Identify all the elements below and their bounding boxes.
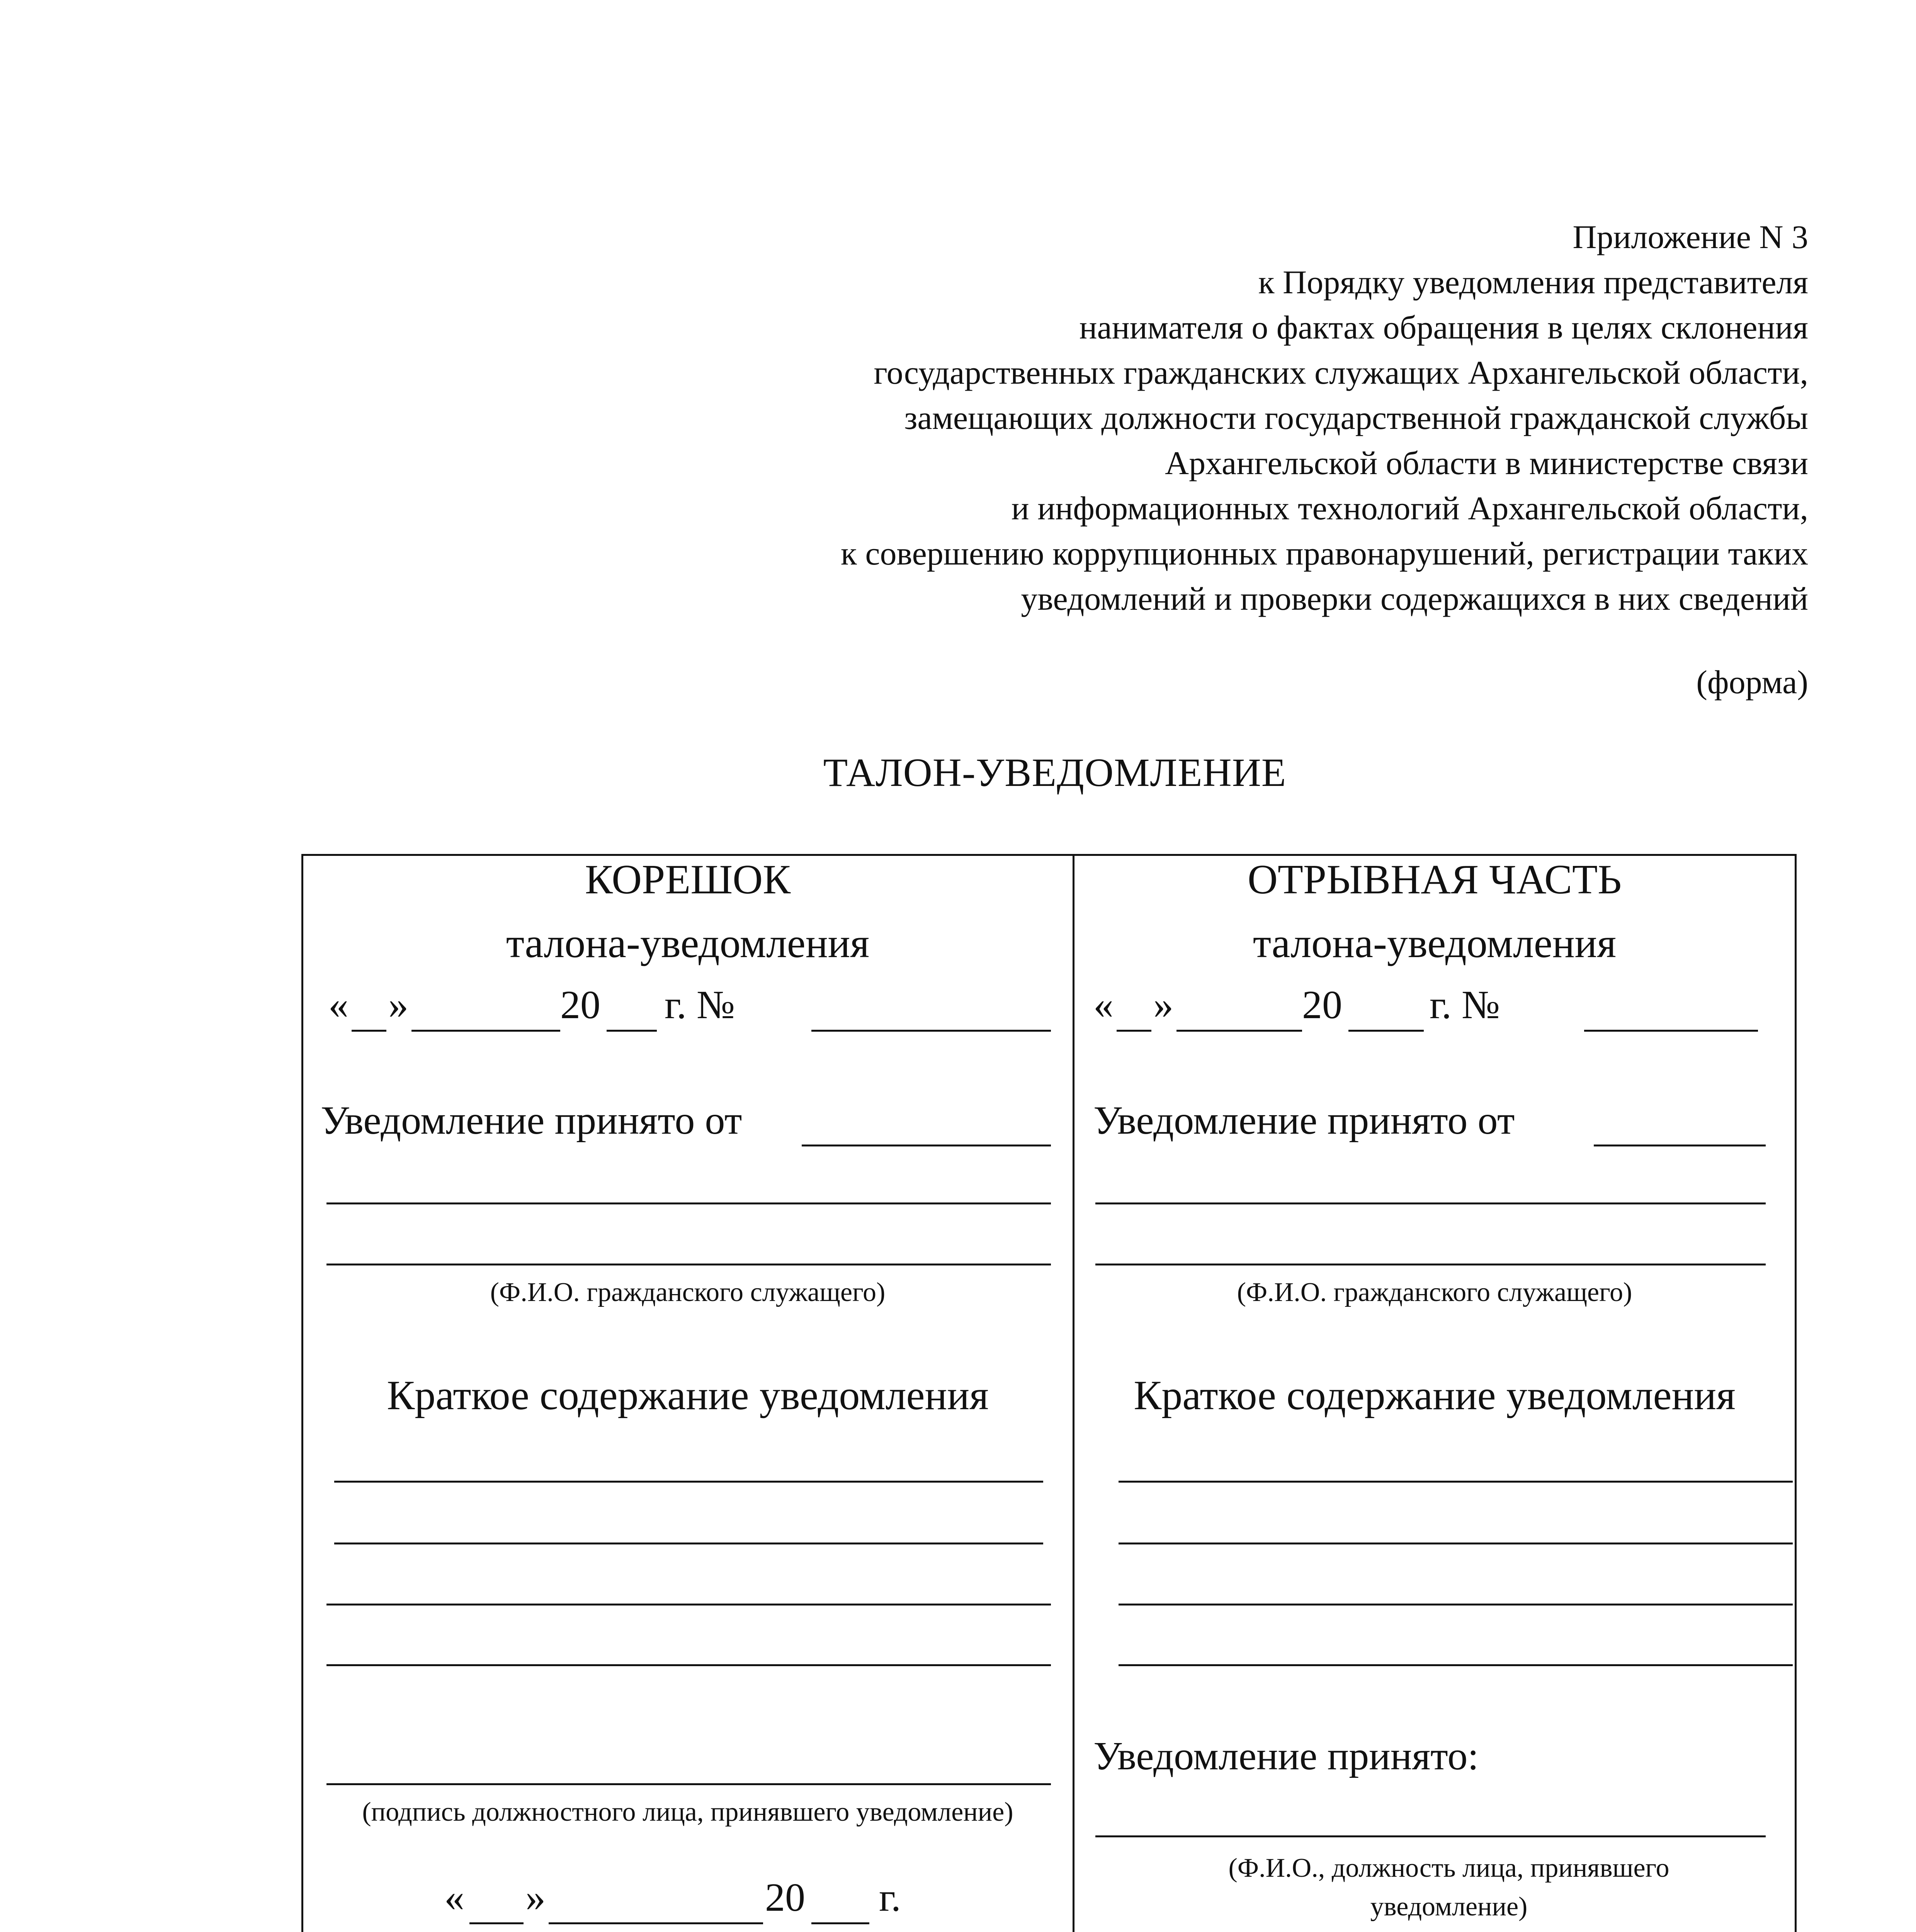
stub-heading: КОРЕШОК (585, 857, 791, 903)
stub-official-signature-line[interactable] (326, 1783, 1051, 1785)
stub-date2-year-suffix: г. (879, 1875, 901, 1920)
stub-day-blank[interactable] (352, 1030, 386, 1032)
tear-off-date-close-quote: » (1153, 983, 1173, 1027)
stub-date-close-quote: » (388, 983, 408, 1027)
stub-date-number (328, 981, 1051, 1032)
stub-summary-line-3[interactable] (326, 1604, 1051, 1605)
header-line-5: замещающих должности государственной гражданской службы (904, 399, 1808, 436)
tear-off-summary-line-2[interactable] (1119, 1543, 1793, 1544)
stub-year-blank[interactable] (607, 1030, 657, 1032)
stub-summary-line-1[interactable] (334, 1481, 1043, 1483)
tear-off-subheading: талона-уведомления (1253, 920, 1617, 966)
tear-off-number-blank[interactable] (1584, 1030, 1758, 1032)
header-line-2: к Порядку уведомления представителя (1258, 264, 1808, 301)
tear-off-day-blank[interactable] (1117, 1030, 1151, 1032)
tear-off-summary-line-3[interactable] (1119, 1604, 1793, 1605)
document-title: ТАЛОН-УВЕДОМЛЕНИЕ (823, 750, 1287, 795)
header-line-4: государственных гражданских служащих Архангельской области, (874, 354, 1808, 391)
stub-date2-close-quote: » (525, 1875, 546, 1920)
tear-off-received-from: Уведомление принято от (1093, 1098, 1515, 1143)
tear-off-summary-line-4[interactable] (1119, 1664, 1793, 1666)
stub-fio-line-1[interactable] (326, 1202, 1051, 1204)
stub-received-from-blank[interactable] (802, 1145, 1051, 1146)
tear-off-year-prefix: 20 (1302, 983, 1342, 1027)
stub-summary-label: Краткое содержание уведомления (387, 1372, 989, 1418)
header-line-7: и информационных технологий Архангельской области, (1011, 490, 1808, 527)
tear-off-year-suffix: г. № (1430, 983, 1500, 1027)
tear-off-summary-line-1[interactable] (1119, 1481, 1793, 1483)
tear-off-month-blank[interactable] (1176, 1030, 1302, 1032)
header-line-6: Архангельской области в министерстве связи (1165, 444, 1808, 481)
form-label: (форма) (1696, 663, 1808, 701)
stub-date2-year-blank[interactable] (811, 1922, 869, 1924)
stub-received-from: Уведомление принято от (321, 1098, 742, 1143)
stub-fio-caption: (Ф.И.О. гражданского служащего) (490, 1277, 886, 1307)
stub-date-2 (444, 1874, 947, 1924)
stub-summary-line-4[interactable] (326, 1664, 1051, 1666)
stub-date2-year-prefix: 20 (765, 1875, 805, 1920)
tear-off-received-from-blank[interactable] (1594, 1145, 1766, 1146)
stub-date2-month-blank[interactable] (549, 1922, 763, 1924)
stub-summary-line-2[interactable] (334, 1543, 1043, 1544)
header-line-3: нанимателя о фактах обращения в целях склонения (1079, 309, 1808, 346)
tear-off-accepted-line[interactable] (1095, 1835, 1766, 1837)
stub-date-open-quote: « (328, 983, 349, 1027)
tear-off-year-blank[interactable] (1348, 1030, 1424, 1032)
stub-year-prefix: 20 (560, 983, 600, 1027)
stub-date2-day-blank[interactable] (469, 1922, 524, 1924)
tear-off-accepted-label: Уведомление принято: (1093, 1734, 1479, 1778)
stub-date2-open-quote: « (444, 1875, 464, 1920)
tear-off-heading: ОТРЫВНАЯ ЧАСТЬ (1247, 857, 1622, 903)
header-line-9: уведомлений и проверки содержащихся в них сведений (1021, 580, 1808, 617)
tear-off-accepted-caption: (Ф.И.О., должность лица, принявшего уведомление) (1228, 1853, 1669, 1922)
tear-off-fio-line-1[interactable] (1095, 1202, 1766, 1204)
tear-off-summary-label: Краткое содержание уведомления (1134, 1372, 1736, 1418)
stub-year-suffix: г. № (665, 983, 735, 1027)
tear-off-date-open-quote: « (1093, 983, 1114, 1027)
stub-fio-line-2[interactable] (326, 1264, 1051, 1265)
tear-off-date-number (1093, 981, 1758, 1032)
stub-official-signature-caption: (подпись должностного лица, принявшего уведомление) (362, 1797, 1013, 1827)
stub-subheading: талона-уведомления (506, 920, 870, 966)
stub-number-blank[interactable] (811, 1030, 1051, 1032)
stub-month-blank[interactable] (411, 1030, 560, 1032)
tear-off-fio-caption: (Ф.И.О. гражданского служащего) (1237, 1277, 1632, 1307)
header-line-8: к совершению коррупционных правонарушений, регистрации таких (841, 535, 1808, 572)
tear-off-fio-line-2[interactable] (1095, 1264, 1766, 1265)
appendix-header (464, 214, 1808, 621)
header-line-1: Приложение N 3 (1573, 218, 1808, 255)
